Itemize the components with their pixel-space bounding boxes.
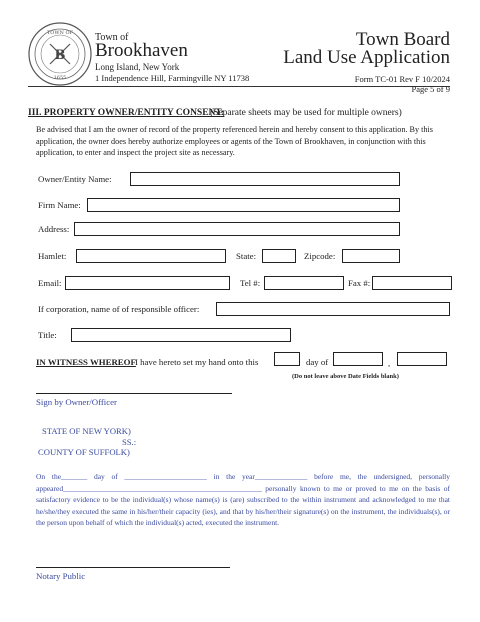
svg-text:B: B (54, 48, 66, 63)
section-note: (Separate sheets may be used for multiple owners) (210, 108, 402, 118)
title-label: Title: (38, 330, 57, 340)
svg-text:1655: 1655 (53, 75, 67, 81)
state-input[interactable] (262, 249, 296, 263)
email-input[interactable] (65, 276, 230, 290)
date-comma: , (388, 358, 391, 368)
tel-input[interactable] (264, 276, 344, 290)
town-seal-logo (28, 22, 92, 86)
form-number: Form TC-01 Rev F 10/2024 (354, 74, 450, 84)
town-location: Long Island, New York (95, 62, 180, 72)
title-input[interactable] (71, 328, 291, 342)
firm-name-label: Firm Name: (38, 200, 81, 210)
address-input[interactable] (74, 222, 400, 236)
notary-label: Notary Public (36, 571, 86, 581)
witness-year-input[interactable] (397, 352, 447, 366)
state-line: STATE OF NEW YORK) (42, 426, 131, 436)
section-title: III. PROPERTY OWNER/ENTITY CONSENT: (28, 108, 225, 118)
ss-line: SS.: (122, 437, 137, 447)
fax-label: Fax #: (348, 278, 371, 288)
witness-text: I have hereto set my hand onto this (135, 357, 259, 367)
zipcode-label: Zipcode: (304, 251, 336, 261)
town-address: 1 Independence Hill, Farmingville NY 11738 (95, 73, 250, 83)
consent-paragraph: Be advised that I am the owner of record of the property referenced herein and hereby consent to this application. By this application, the owner does hereby authorize employees or agents of the Town of Brookhaven, in conjunction with this application, to enter and inspect the project site as necessary. (36, 125, 433, 157)
fax-input[interactable] (372, 276, 452, 290)
firm-name-input[interactable] (87, 198, 400, 212)
officer-input[interactable] (216, 302, 450, 316)
notary-signature-line[interactable] (36, 567, 230, 568)
county-line: COUNTY OF SUFFOLK) (38, 447, 130, 457)
owner-signature-line[interactable] (36, 393, 232, 394)
address-label: Address: (38, 224, 70, 234)
owner-name-label: Owner/Entity Name: (38, 174, 112, 184)
form-title-line2: Land Use Application (283, 47, 450, 68)
officer-label: If corporation, name of of responsible officer: (38, 304, 200, 314)
email-label: Email: (38, 278, 62, 288)
acknowledgment-paragraph: On the_______ day of ______________________ in the year______________ before me, the undersigned, personally appeared_____________________________________________________ personally known to me or proved to me on the basis of satisfactory evidence to be the individual(s) whose name(s) is (are) subscribed to the within instrument and acknowledged to me that he/she/they executed the same in his/her/their capacity (ies), and that by his/her/their signature(s) on the instrument, the individuals(s), or the person upon behalf of which the individual(s) acted, executed the instrument. (36, 472, 450, 527)
owner-signature-label: Sign by Owner/Officer (36, 397, 117, 407)
tel-label: Tel #: (240, 278, 261, 288)
town-name: Brookhaven (95, 40, 188, 61)
witness-heading: IN WITNESS WHEREOF (36, 357, 136, 367)
town-prefix: Town of (95, 32, 129, 43)
page-number: Page 5 of 9 (411, 84, 450, 94)
state-label: State: (236, 251, 257, 261)
form-title-line1: Town Board (355, 29, 450, 50)
date-note: (Do not leave above Date Fields blank) (292, 373, 399, 380)
zipcode-input[interactable] (342, 249, 400, 263)
owner-name-input[interactable] (130, 172, 400, 186)
hamlet-label: Hamlet: (38, 251, 67, 261)
day-of-label: day of (306, 357, 329, 367)
svg-text:TOWN OF: TOWN OF (46, 30, 74, 36)
hamlet-input[interactable] (76, 249, 226, 263)
witness-day-input[interactable] (274, 352, 300, 366)
header-divider (28, 86, 450, 87)
witness-month-input[interactable] (333, 352, 383, 366)
